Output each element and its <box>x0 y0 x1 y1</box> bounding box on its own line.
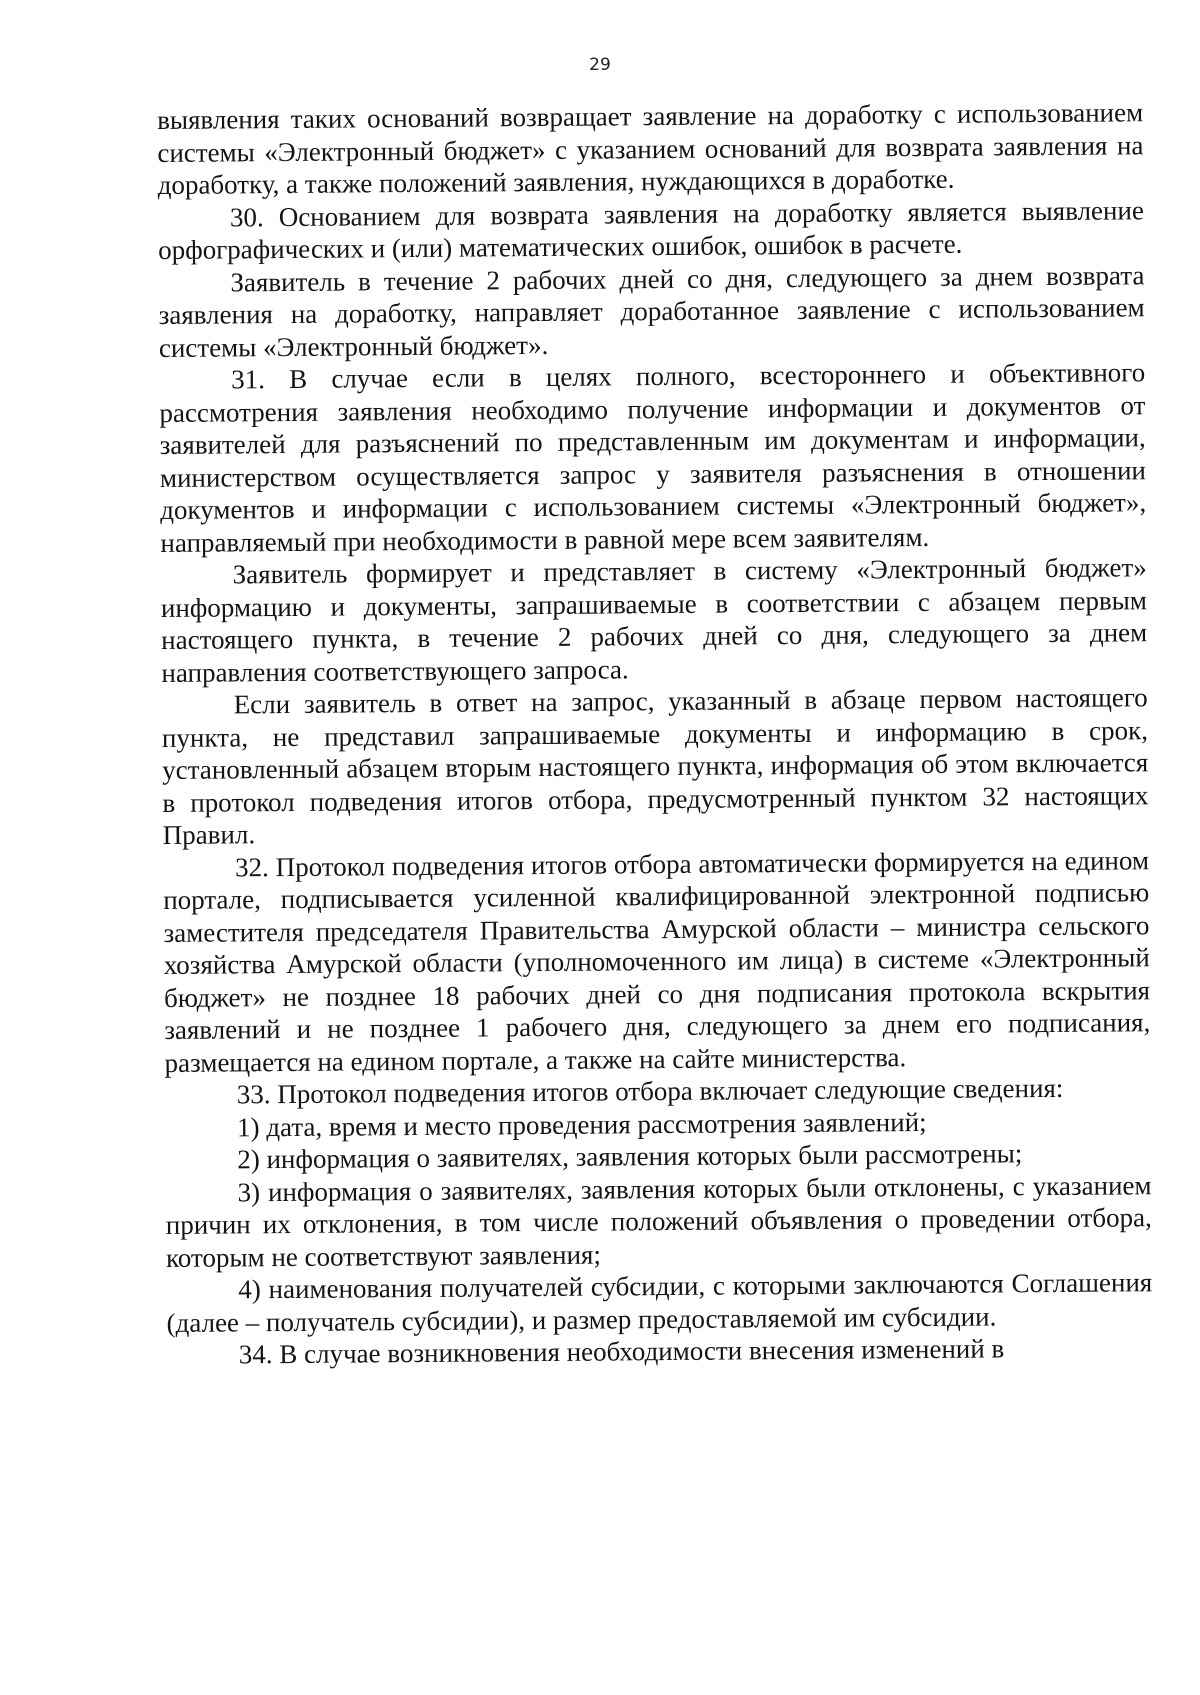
list-item-1: 1) дата, время и место проведения рассмотрения заявлений; <box>236 1106 927 1142</box>
paragraph-34: 34. В случае возникновения необходимости внесения изменений в <box>238 1333 1005 1370</box>
paragraph-31: 31. В случае если в целях полного, всестороннего и объективного рассмотрения заявления необходимо получение информации и документов от заявителей для разъяснений по представленным им документам и информации, министерством осуществляется запрос у заявителя разъяснения в отношении документов и информации с использованием системы «Электронный бюджет», направляемый при необходимости в равной мере всем заявителям. <box>159 357 1147 558</box>
paragraph-30: 30. Основанием для возврата заявления на доработку является выявление орфографических и (или) математических ошибок, ошибок в расчете. <box>158 194 1144 265</box>
page-number: 29 <box>589 55 611 75</box>
paragraph-32: 32. Протокол подведения итогов отбора автоматически формируется на едином портале, подписывается усиленной квалифицированной электронной подписью заместителя председателя Правительства Амурской области – министра сельского хозяйства Амурской области (уполномоченного им лица) в системе «Электронный бюджет» не позднее 18 рабочих дней со дня подписания протокола вскрытия заявлений и не позднее 1 рабочего дня, следующего за днем его подписания, размещается на едином портале, а также на сайте министерства. <box>163 844 1151 1078</box>
paragraph-31-applicant: Заявитель формирует и представляет в систему «Электронный бюджет» информацию и документы, запрашиваемые в соответствии с абзацем первым настоящего пункта, в течение 2 рабочих дней со дня, следующего за днем направления соответствующего запроса. <box>160 552 1148 688</box>
document-body <box>157 96 1153 1371</box>
paragraph-continuation: выявления таких оснований возвращает заявление на доработку с использованием системы «Электронный бюджет» с указанием оснований для возврата заявления на доработку, а также положений заявления, нуждающихся в доработке. <box>157 97 1144 200</box>
list-item-4: 4) наименования получателей субсидии, с которыми заключаются Соглашения (далее – получатель субсидии), и размер предоставляемой им субсидии. <box>166 1267 1153 1338</box>
paragraph-33: 33. Протокол подведения итогов отбора включает следующие сведения: <box>236 1072 1064 1110</box>
paragraph-30-applicant: Заявитель в течение 2 рабочих дней со дня, следующего за днем возврата заявления на доработку, направляет доработанное заявление с использованием системы «Электронный бюджет». <box>158 259 1145 363</box>
list-item-3: 3) информация о заявителях, заявления которых были отклонены, с указанием причин их отклонения, в том числе положений объявления о проведении отбора, которым не соответствуют заявления; <box>165 1169 1152 1273</box>
list-item-2: 2) информация о заявителях, заявления которых были рассмотрены; <box>237 1138 1023 1175</box>
paragraph-31-noncompliance: Если заявитель в ответ на запрос, указанный в абзаце первом настоящего пункта, не представил запрашиваемые документы и информацию в срок, установленный абзацем вторым настоящего пункта, информация об этом включается в протокол подведения итогов отбора, предусмотренный пунктом 32 настоящих Правил. <box>161 682 1149 850</box>
